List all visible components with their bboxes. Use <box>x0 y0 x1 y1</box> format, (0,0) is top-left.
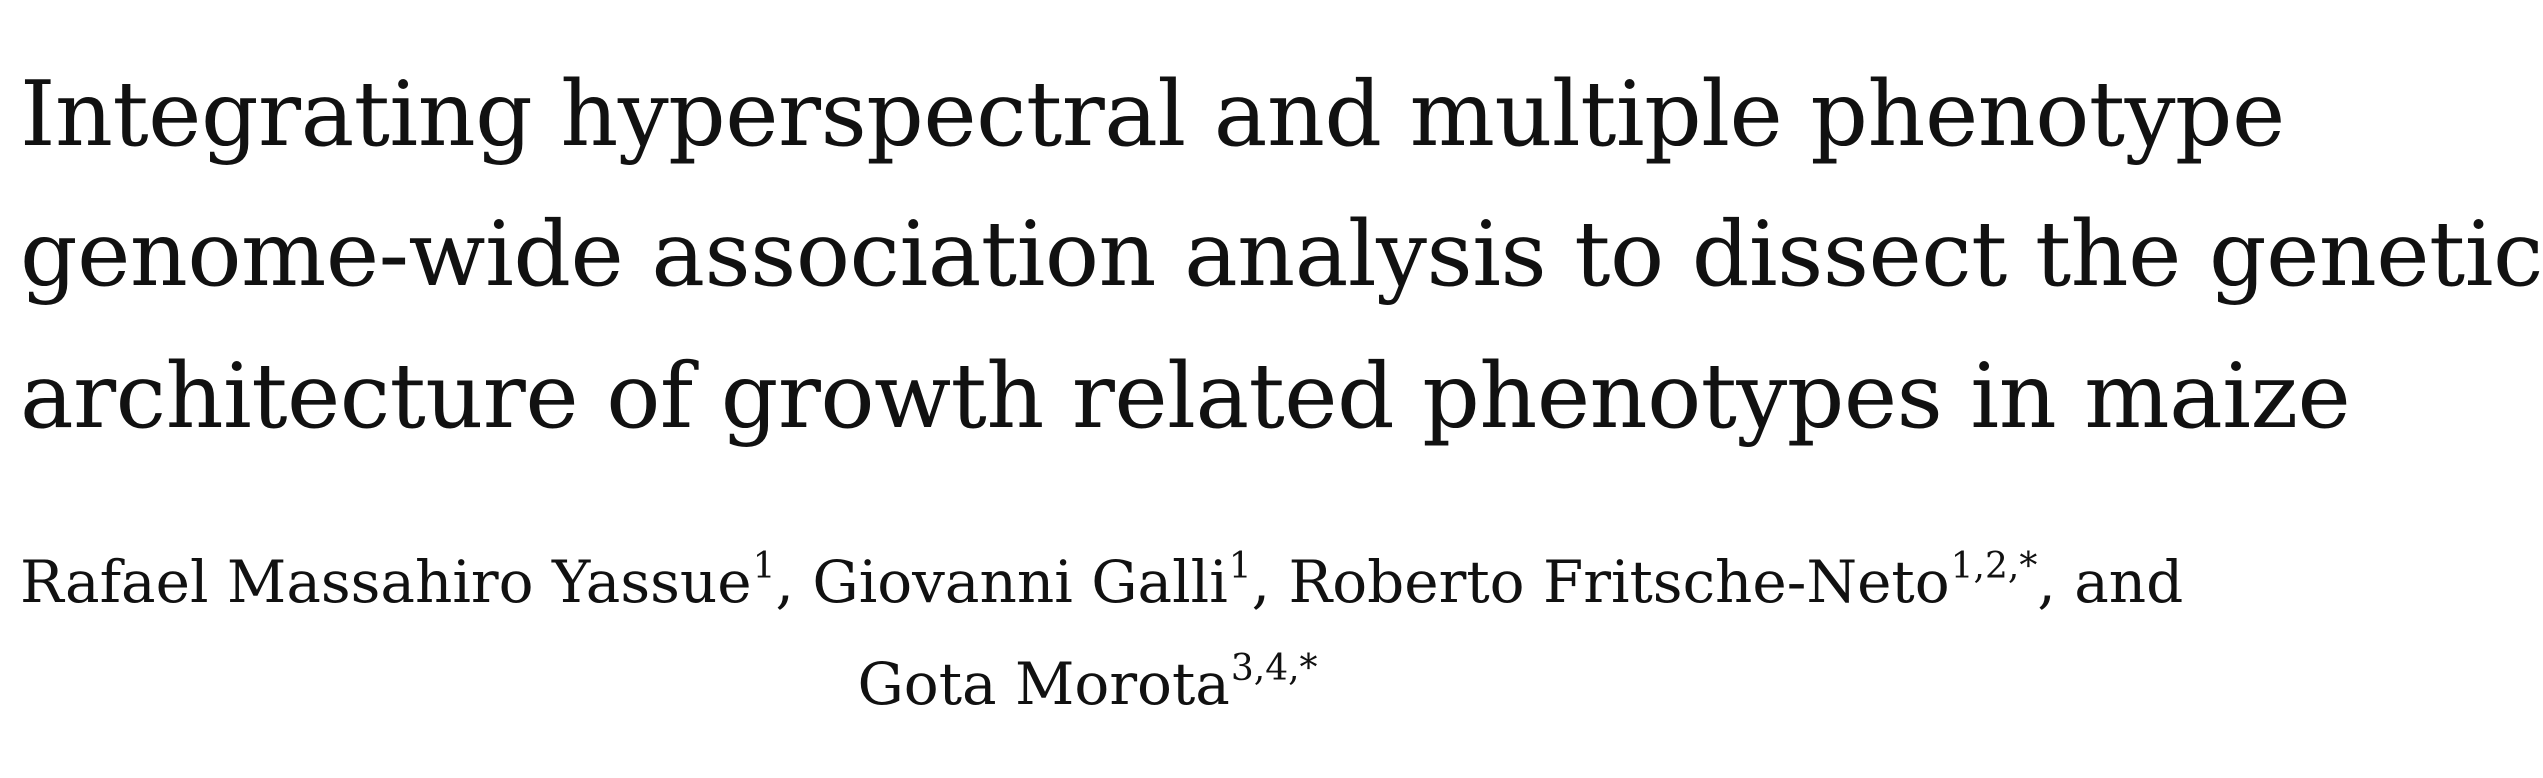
author-name: Roberto Fritsche-Neto <box>1288 548 1950 616</box>
author-separator: , and <box>2037 548 2184 616</box>
author-name: Giovanni Galli <box>812 548 1228 616</box>
author-affiliation: 1 <box>752 546 776 587</box>
author-affiliation: 1 <box>1228 546 1252 587</box>
author-name: Rafael Massahiro Yassue <box>20 548 752 616</box>
author-affiliation: 1,2,* <box>1950 546 2038 587</box>
title-line-2: genome-wide association analysis to dissect the genetic <box>20 202 2543 307</box>
author-name: Gota Morota <box>857 650 1230 718</box>
author-separator: , <box>775 548 813 616</box>
author-separator: , <box>1251 548 1289 616</box>
title-line-1: Integrating hyperspectral and multiple phenotype <box>20 62 2285 167</box>
author-affiliation: 3,4,* <box>1230 648 1318 689</box>
author-line-2 <box>20 648 2155 718</box>
author-line-1 <box>20 546 2184 616</box>
title-line-3: architecture of growth related phenotypes in maize <box>20 344 2351 449</box>
